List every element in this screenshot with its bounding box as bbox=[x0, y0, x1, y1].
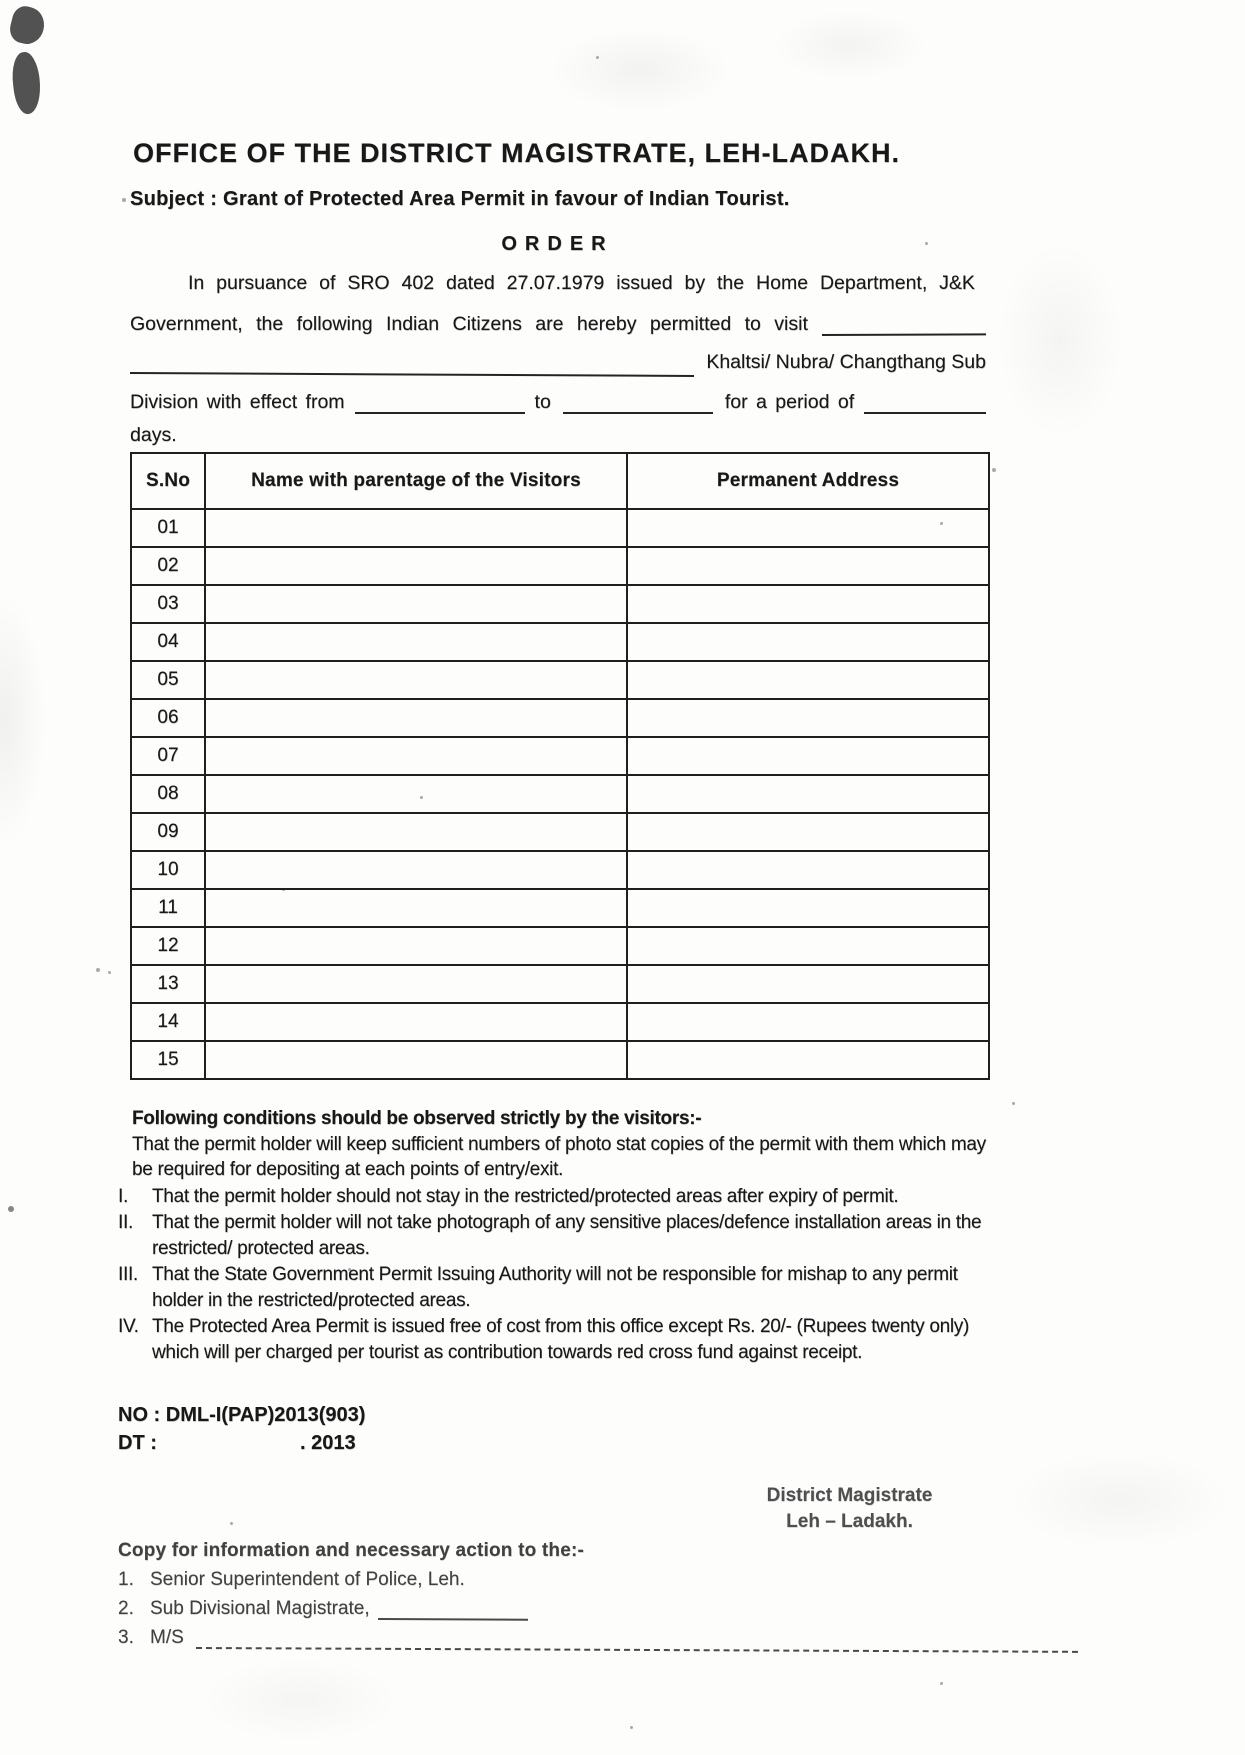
scan-speck bbox=[8, 1206, 14, 1212]
scan-speck bbox=[122, 198, 126, 202]
order-paragraph-line5: days. bbox=[130, 424, 177, 446]
copy-item bbox=[118, 1627, 1078, 1649]
reference-date-line bbox=[118, 1432, 356, 1455]
address-cell bbox=[627, 813, 989, 851]
name-cell bbox=[205, 509, 627, 547]
row-number-cell: 15 bbox=[131, 1041, 205, 1079]
name-cell bbox=[205, 1003, 627, 1041]
table-row bbox=[131, 509, 989, 547]
condition-number: IV. bbox=[118, 1316, 139, 1337]
address-cell bbox=[627, 547, 989, 585]
address-cell bbox=[627, 699, 989, 737]
scan-blot bbox=[9, 51, 43, 116]
name-cell bbox=[205, 661, 627, 699]
table-row bbox=[131, 1041, 989, 1079]
name-cell bbox=[205, 851, 627, 889]
table-row bbox=[131, 585, 989, 623]
row-number-cell: 02 bbox=[131, 547, 205, 585]
address-cell bbox=[627, 623, 989, 661]
order-paragraph-line2 bbox=[130, 310, 986, 336]
copy-item-text: Senior Superintendent of Police, Leh. bbox=[150, 1569, 465, 1590]
condition-number: III. bbox=[118, 1264, 138, 1285]
name-cell bbox=[205, 927, 627, 965]
conditions-intro: That the permit holder will keep sufficient numbers of photo stat copies of the permit with them which may be required for depositing at each points of entry/exit. bbox=[132, 1133, 986, 1180]
table-row bbox=[131, 737, 989, 775]
copy-item bbox=[118, 1598, 1078, 1620]
name-cell bbox=[205, 889, 627, 927]
conditions-section bbox=[118, 1106, 1002, 1365]
table-row bbox=[131, 813, 989, 851]
table-row bbox=[131, 927, 989, 965]
address-cell bbox=[627, 1003, 989, 1041]
row-number-cell: 08 bbox=[131, 775, 205, 813]
table-row bbox=[131, 889, 989, 927]
address-cell bbox=[627, 737, 989, 775]
row-number-cell: 03 bbox=[131, 585, 205, 623]
visitors-table-header bbox=[131, 453, 989, 509]
name-cell bbox=[205, 699, 627, 737]
table-row bbox=[131, 965, 989, 1003]
address-column-header: Permanent Address bbox=[627, 453, 989, 509]
conditions-heading: Following conditions should be observed strictly by the visitors:- bbox=[132, 1108, 702, 1129]
copy-heading: Copy for information and necessary action to the:- bbox=[118, 1540, 585, 1561]
period-blank bbox=[864, 388, 986, 414]
condition-item bbox=[118, 1184, 1002, 1210]
order-paragraph-line1: In pursuance of SRO 402 dated 27.07.1979 issued by the Home Department, J&K bbox=[188, 272, 975, 294]
address-cell bbox=[627, 889, 989, 927]
name-cell bbox=[205, 623, 627, 661]
table-row bbox=[131, 699, 989, 737]
table-row bbox=[131, 661, 989, 699]
condition-item bbox=[118, 1262, 1002, 1313]
scan-speck bbox=[596, 56, 599, 59]
row-number-cell: 01 bbox=[131, 509, 205, 547]
sno-column-header: S.No bbox=[131, 453, 205, 509]
name-cell bbox=[205, 737, 627, 775]
to-label: to bbox=[534, 391, 551, 413]
address-cell bbox=[627, 661, 989, 699]
visit-destination-blank bbox=[822, 309, 986, 336]
scan-speck bbox=[1012, 1102, 1015, 1105]
condition-text: The Protected Area Permit is issued free of cost from this office except Rs. 20/- (Rupees twenty only) which will per charged per tourist as contribution towards red cross fund against receipt. bbox=[152, 1316, 970, 1363]
name-column-header: Name with parentage of the Visitors bbox=[205, 453, 627, 509]
scan-speck bbox=[992, 468, 996, 472]
address-cell bbox=[627, 851, 989, 889]
copy-item-number: 3. bbox=[118, 1627, 134, 1648]
name-cell bbox=[205, 1041, 627, 1079]
subject-line: Subject : Grant of Protected Area Permit in favour of Indian Tourist. bbox=[130, 188, 790, 210]
row-number-cell: 11 bbox=[131, 889, 205, 927]
order-paragraph-line4 bbox=[130, 388, 986, 414]
order-paragraph-line2-text: Government, the following Indian Citizens are hereby permitted to visit bbox=[130, 313, 808, 335]
row-number-cell: 04 bbox=[131, 623, 205, 661]
scan-blot bbox=[7, 4, 48, 48]
condition-item bbox=[118, 1314, 1002, 1365]
row-number-cell: 10 bbox=[131, 851, 205, 889]
scan-speck bbox=[108, 971, 111, 974]
name-cell bbox=[205, 813, 627, 851]
signatory-place: Leh – Ladakh. bbox=[786, 1511, 913, 1532]
address-cell bbox=[627, 509, 989, 547]
scan-speck bbox=[940, 1682, 943, 1685]
reference-number-line: NO : DML-I(PAP)2013(903) bbox=[118, 1404, 366, 1426]
sub-divisional-magistrate-blank bbox=[378, 1598, 528, 1621]
condition-item bbox=[118, 1210, 1002, 1261]
order-paragraph-line3 bbox=[130, 348, 986, 374]
condition-number: I. bbox=[118, 1185, 128, 1207]
page-title: OFFICE OF THE DISTRICT MAGISTRATE, LEH-LADAKH. bbox=[133, 138, 900, 168]
copy-item-number: 2. bbox=[118, 1598, 134, 1619]
area-blank bbox=[130, 348, 694, 377]
row-number-cell: 12 bbox=[131, 927, 205, 965]
row-number-cell: 13 bbox=[131, 965, 205, 1003]
sub-division-options: Khaltsi/ Nubra/ Changthang Sub bbox=[706, 351, 986, 373]
scan-speck bbox=[230, 1522, 233, 1525]
address-cell bbox=[627, 585, 989, 623]
copy-item-text: Sub Divisional Magistrate, bbox=[150, 1598, 370, 1619]
address-cell bbox=[627, 927, 989, 965]
copy-item bbox=[118, 1569, 1078, 1591]
row-number-cell: 06 bbox=[131, 699, 205, 737]
row-number-cell: 14 bbox=[131, 1003, 205, 1041]
header-row bbox=[131, 453, 989, 509]
copy-section bbox=[118, 1540, 1078, 1649]
effect-from-label: Division with effect from bbox=[130, 391, 345, 413]
table-row bbox=[131, 623, 989, 661]
order-heading: ORDER bbox=[501, 233, 614, 255]
address-cell bbox=[627, 775, 989, 813]
signature-block bbox=[752, 1483, 947, 1535]
date-label: DT : bbox=[118, 1432, 157, 1454]
signatory-title: District Magistrate bbox=[766, 1485, 933, 1506]
row-number-cell: 09 bbox=[131, 813, 205, 851]
address-cell bbox=[627, 1041, 989, 1079]
table-row bbox=[131, 851, 989, 889]
period-label: for a period of bbox=[724, 391, 855, 413]
visitors-table bbox=[130, 452, 990, 1080]
condition-text: That the State Government Permit Issuing Authority will not be responsible for mishap to any permit holder in the restricted/protected areas. bbox=[152, 1264, 958, 1311]
from-date-blank bbox=[355, 388, 525, 414]
condition-number: II. bbox=[118, 1212, 133, 1233]
name-cell bbox=[205, 547, 627, 585]
address-cell bbox=[627, 965, 989, 1003]
table-row bbox=[131, 1003, 989, 1041]
scan-speck bbox=[96, 968, 100, 972]
name-cell bbox=[205, 965, 627, 1003]
scan-speck bbox=[630, 1726, 633, 1729]
copy-item-text: M/S bbox=[150, 1627, 184, 1648]
row-number-cell: 07 bbox=[131, 737, 205, 775]
to-date-blank bbox=[563, 388, 713, 414]
name-cell bbox=[205, 585, 627, 623]
ms-blank bbox=[196, 1627, 1078, 1653]
table-row bbox=[131, 775, 989, 813]
table-row bbox=[131, 547, 989, 585]
date-year: . 2013 bbox=[300, 1432, 356, 1454]
visitors-table-body bbox=[131, 509, 989, 1079]
copy-item-number: 1. bbox=[118, 1569, 134, 1590]
condition-text: That the permit holder will not take photograph of any sensitive places/defence installation areas in the restricted/ protected areas. bbox=[152, 1212, 982, 1259]
condition-text: That the permit holder should not stay in the restricted/protected areas after expiry of permit. bbox=[152, 1185, 899, 1207]
row-number-cell: 05 bbox=[131, 661, 205, 699]
name-cell bbox=[205, 775, 627, 813]
